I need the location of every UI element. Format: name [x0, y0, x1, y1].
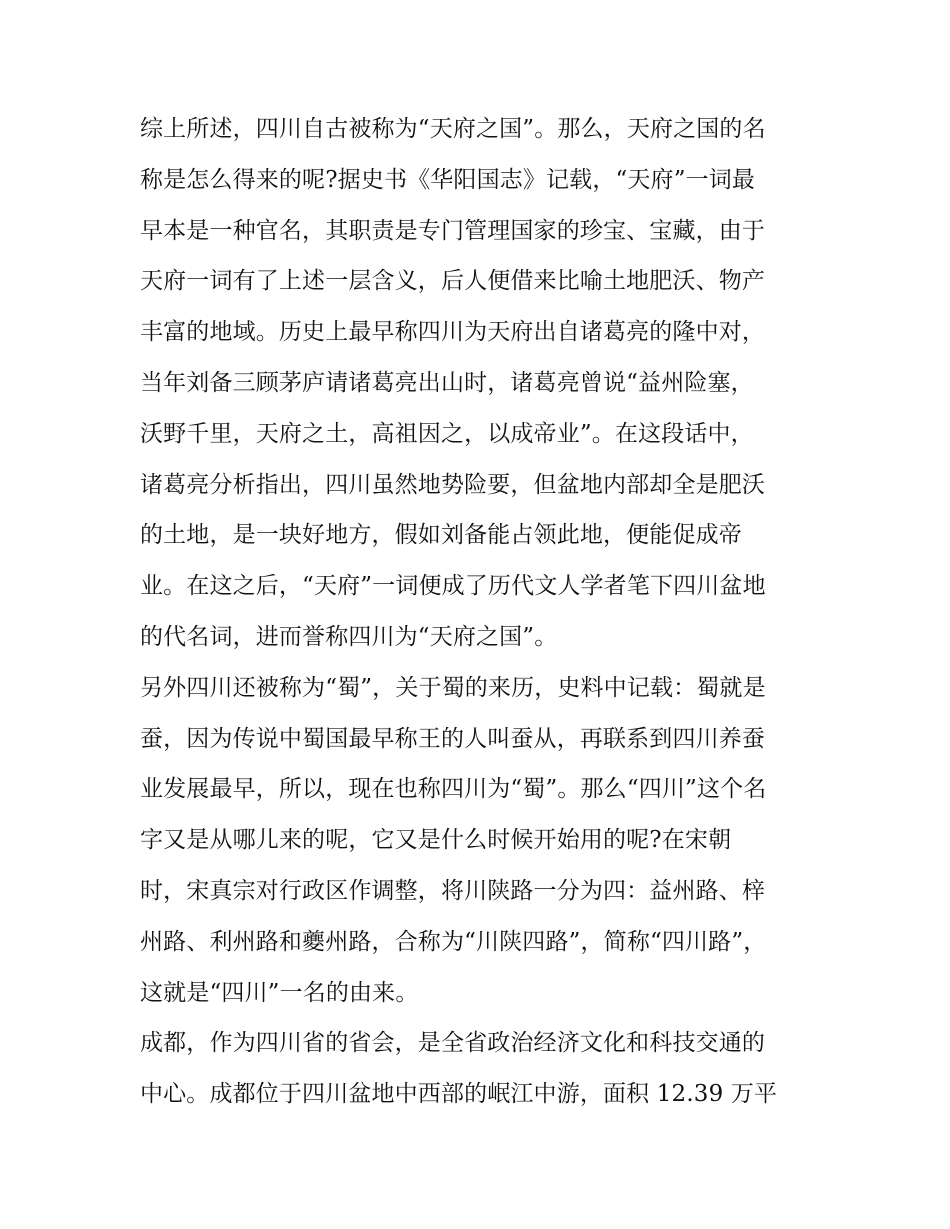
text-line: 诸葛亮分析指出，四川虽然地势险要，但盆地内部却全是肥沃	[140, 471, 766, 498]
text-line: 另外四川还被称为“蜀”，关于蜀的来历，史料中记载：蜀就是	[140, 674, 766, 701]
text-line: 综上所述，四川自古被称为“天府之国”。那么，天府之国的名	[140, 116, 766, 142]
text-line: 称是怎么得来的呢?据史书《华阳国志》记载，“天府”一词最	[140, 166, 756, 193]
document-body	[140, 104, 820, 1120]
text-line: 时，宋真宗对行政区作调整，将川陕路一分为四：益州路、梓	[140, 877, 766, 904]
text-line: 的代名词，进而誉称四川为“天府之国”。	[140, 623, 558, 650]
text-line: 沃野千里，天府之土，高祖因之，以成帝业”。在这段话中，	[140, 420, 754, 447]
text-line: 天府一词有了上述一层含义，后人便借来比喻土地肥沃、物产	[140, 268, 766, 295]
text-line: 业发展最早，所以，现在也称四川为“蜀”。那么“四川”这个名	[140, 776, 767, 803]
text-line: 丰富的地域。历史上最早称四川为天府出自诸葛亮的隆中对，	[140, 319, 766, 346]
text-line: 这就是“四川”一名的由来。	[140, 979, 419, 1006]
text-line: 蚕，因为传说中蜀国最早称王的人叫蚕从，再联系到四川养蚕	[140, 725, 766, 752]
text-line: 中心。成都位于四川盆地中西部的岷江中游，面积 12.39 万平	[140, 1081, 778, 1108]
text-line: 当年刘备三顾茅庐请诸葛亮出山时，诸葛亮曾说“益州险塞，	[140, 369, 754, 396]
text-line: 的土地，是一块好地方，假如刘备能占领此地，便能促成帝	[140, 522, 742, 549]
text-line: 州路、利州路和夔州路，合称为“川陕四路”，简称“四川路”，	[140, 928, 767, 955]
text-line: 成都，作为四川省的省会，是全省政治经济文化和科技交通的	[140, 1030, 766, 1057]
text-line: 业。在这之后，“天府”一词便成了历代文人学者笔下四川盆地	[140, 573, 766, 600]
text-line: 字又是从哪儿来的呢，它又是什么时候开始用的呢?在宋朝	[140, 827, 732, 854]
text-line: 早本是一种官名，其职责是专门管理国家的珍宝、宝藏，由于	[140, 217, 766, 244]
